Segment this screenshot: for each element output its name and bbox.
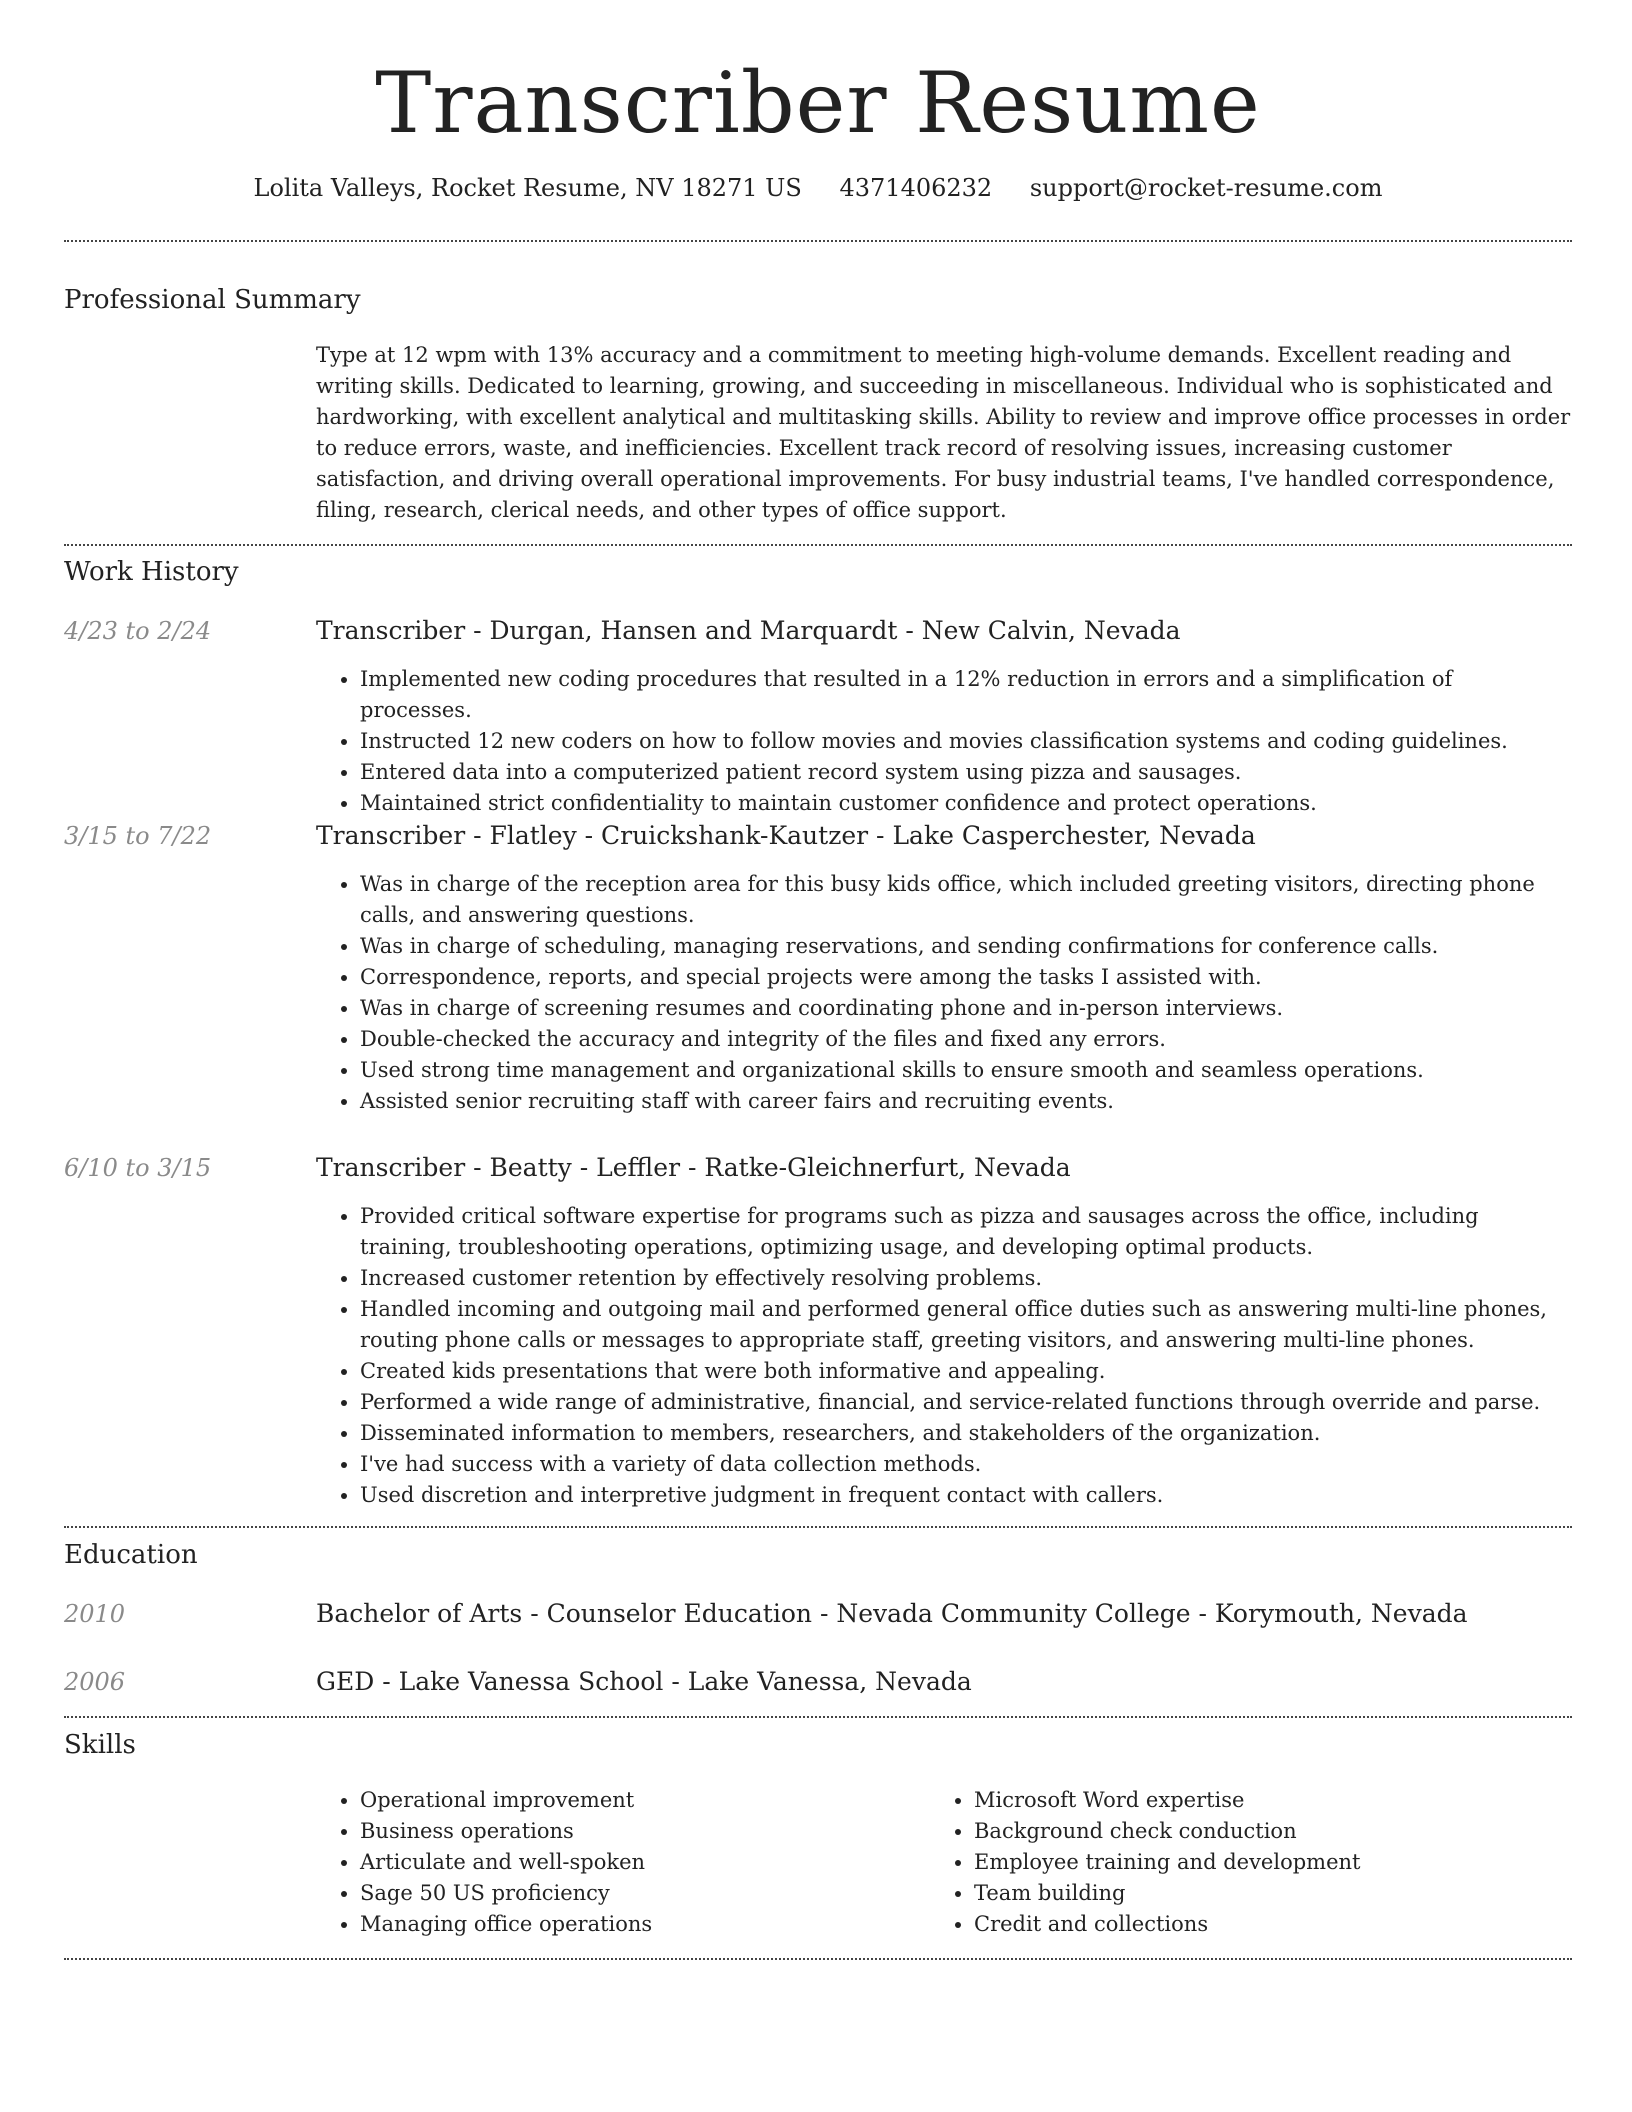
list-item: • Increased customer retention by effectively resolving problems.: [360, 1263, 1570, 1294]
list-item: • Employee training and development: [974, 1847, 1534, 1878]
list-item: • Was in charge of screening resumes and coordinating phone and in-person interviews.: [360, 993, 1570, 1024]
list-item: • Correspondence, reports, and special projects were among the tasks I assisted with.: [360, 962, 1570, 993]
list-item: • Used discretion and interpretive judgment in frequent contact with callers.: [360, 1480, 1570, 1511]
job-bullets: [316, 1201, 1570, 1511]
work-history-heading: Work History: [64, 557, 239, 587]
skills-list-left: [316, 1785, 920, 1940]
list-item: • Microsoft Word expertise: [974, 1785, 1534, 1816]
education-year: 2010: [64, 1600, 126, 1628]
education-heading: Education: [64, 1540, 198, 1570]
list-item: • I've had success with a variety of data collection methods.: [360, 1449, 1570, 1480]
list-item: • Maintained strict confidentiality to maintain customer confidence and protect operations.: [360, 788, 1570, 819]
skills-heading: Skills: [64, 1730, 136, 1760]
job-dates: 3/15 to 7/22: [64, 822, 212, 850]
education-entry: Bachelor of Arts - Counselor Education - Nevada Community College - Korymouth, Nevada: [316, 1599, 1468, 1628]
section-divider: [64, 240, 1572, 242]
job-title: Transcriber - Flatley - Cruickshank-Kautzer - Lake Casperchester, Nevada: [316, 821, 1256, 850]
contact-address: Lolita Valleys, Rocket Resume, NV 18271 US: [253, 174, 802, 202]
summary-heading: Professional Summary: [64, 285, 361, 315]
list-item: • Provided critical software expertise for programs such as pizza and sausages across the office, including training, troubleshooting operations, optimizing usage, and developing optimal products.: [360, 1201, 1570, 1263]
section-divider: [64, 1958, 1572, 1960]
skills-list-right: [930, 1785, 1534, 1940]
list-item: • Team building: [974, 1878, 1534, 1909]
list-item: • Handled incoming and outgoing mail and performed general office duties such as answering multi-line phones, routing phone calls or messages to appropriate staff, greeting visitors, and answering multi-line phones.: [360, 1294, 1570, 1356]
list-item: • Assisted senior recruiting staff with career fairs and recruiting events.: [360, 1086, 1570, 1117]
list-item: • Credit and collections: [974, 1909, 1534, 1940]
section-divider: [64, 1526, 1572, 1528]
list-item: • Sage 50 US proficiency: [360, 1878, 920, 1909]
job-dates: 6/10 to 3/15: [64, 1154, 212, 1182]
list-item: • Disseminated information to members, researchers, and stakeholders of the organization.: [360, 1418, 1570, 1449]
job-bullets: [316, 869, 1570, 1117]
job-title: Transcriber - Beatty - Leffler - Ratke-Gleichnerfurt, Nevada: [316, 1153, 1071, 1182]
job-dates: 4/23 to 2/24: [64, 617, 212, 645]
list-item: • Operational improvement: [360, 1785, 920, 1816]
contact-phone: 4371406232: [839, 174, 993, 202]
contact-line: [64, 168, 1572, 208]
list-item: • Implemented new coding procedures that resulted in a 12% reduction in errors and a simplification of processes.: [360, 664, 1570, 726]
list-item: • Entered data into a computerized patient record system using pizza and sausages.: [360, 757, 1570, 788]
section-divider: [64, 1716, 1572, 1718]
list-item: • Used strong time management and organizational skills to ensure smooth and seamless operations.: [360, 1055, 1570, 1086]
list-item: • Articulate and well-spoken: [360, 1847, 920, 1878]
summary-text: Type at 12 wpm with 13% accuracy and a commitment to meeting high-volume demands. Excellent reading and writing skills. Dedicated to learning, growing, and succeeding in miscellaneous. Individual who is sophisticated and hardworking, with excellent analytical and multitasking skills. Ability to review and improve office processes in order to reduce errors, waste, and inefficiencies. Excellent track record of resolving issues, increasing customer satisfaction, and driving overall operational improvements. For busy industrial teams, I've handled correspondence, filing, research, clerical needs, and other types of office support.: [316, 343, 1571, 522]
education-year: 2006: [64, 1668, 126, 1696]
list-item: • Double-checked the accuracy and integrity of the files and fixed any errors.: [360, 1024, 1570, 1055]
list-item: • Created kids presentations that were both informative and appealing.: [360, 1356, 1570, 1387]
list-item: • Background check conduction: [974, 1816, 1534, 1847]
contact-email: support@rocket-resume.com: [1029, 174, 1383, 202]
education-entry: GED - Lake Vanessa School - Lake Vanessa, Nevada: [316, 1667, 972, 1696]
job-title: Transcriber - Durgan, Hansen and Marquardt - New Calvin, Nevada: [316, 616, 1181, 645]
list-item: • Performed a wide range of administrative, financial, and service-related functions through override and parse.: [360, 1387, 1570, 1418]
job-bullets: [316, 664, 1570, 819]
list-item: • Business operations: [360, 1816, 920, 1847]
resume-title: Transcriber Resume: [375, 54, 1261, 152]
section-divider: [64, 544, 1572, 546]
list-item: • Managing office operations: [360, 1909, 920, 1940]
list-item: • Was in charge of scheduling, managing reservations, and sending confirmations for conference calls.: [360, 931, 1570, 962]
list-item: • Instructed 12 new coders on how to follow movies and movies classification systems and coding guidelines.: [360, 726, 1570, 757]
list-item: • Was in charge of the reception area for this busy kids office, which included greeting visitors, directing phone calls, and answering questions.: [360, 869, 1570, 931]
